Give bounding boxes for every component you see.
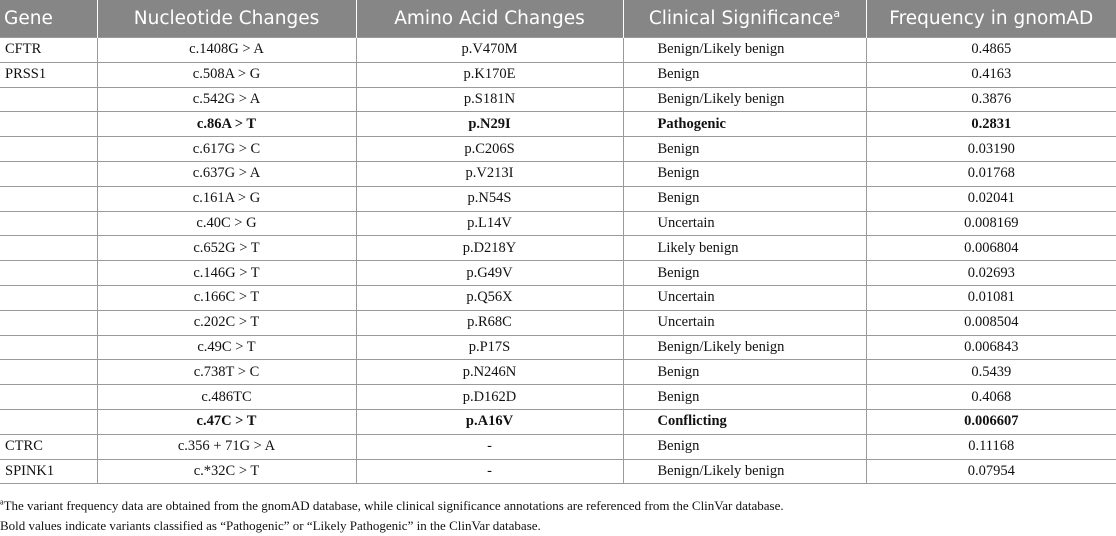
cell-gene [0, 236, 97, 261]
table-row [0, 335, 1116, 360]
cell-nucleotide: c.652G > T [97, 236, 356, 261]
table-row [0, 459, 1116, 484]
table-row [0, 211, 1116, 236]
cell-nucleotide: c.49C > T [97, 335, 356, 360]
cell-significance: Benign [623, 360, 866, 385]
table-row [0, 161, 1116, 186]
header-row [0, 0, 1116, 38]
cell-gene [0, 186, 97, 211]
table-row [0, 434, 1116, 459]
cell-frequency: 0.01768 [866, 161, 1116, 186]
cell-frequency: 0.006843 [866, 335, 1116, 360]
cell-amino-acid: - [356, 434, 623, 459]
cell-significance: Benign/Likely benign [623, 87, 866, 112]
header-nucleotide-changes: Nucleotide Changes [97, 0, 356, 38]
table-row [0, 87, 1116, 112]
cell-gene [0, 310, 97, 335]
cell-frequency: 0.006804 [866, 236, 1116, 261]
cell-amino-acid: p.N246N [356, 360, 623, 385]
table-row [0, 236, 1116, 261]
cell-gene [0, 335, 97, 360]
cell-gene: CFTR [0, 38, 97, 63]
cell-amino-acid: p.V470M [356, 38, 623, 63]
cell-amino-acid: p.L14V [356, 211, 623, 236]
cell-amino-acid: p.P17S [356, 335, 623, 360]
cell-significance: Benign [623, 62, 866, 87]
cell-nucleotide: c.47C > T [97, 409, 356, 434]
cell-nucleotide: c.1408G > A [97, 38, 356, 63]
table-row [0, 62, 1116, 87]
cell-frequency: 0.4865 [866, 38, 1116, 63]
cell-significance: Benign/Likely benign [623, 38, 866, 63]
cell-amino-acid: p.D162D [356, 385, 623, 410]
cell-gene [0, 285, 97, 310]
cell-amino-acid: p.N29I [356, 112, 623, 137]
cell-significance: Conflicting [623, 409, 866, 434]
cell-frequency: 0.008169 [866, 211, 1116, 236]
cell-nucleotide: c.166C > T [97, 285, 356, 310]
cell-gene: CTRC [0, 434, 97, 459]
cell-gene [0, 385, 97, 410]
cell-significance: Benign/Likely benign [623, 335, 866, 360]
cell-significance: Benign/Likely benign [623, 459, 866, 484]
table-footnotes [0, 496, 784, 536]
cell-nucleotide: c.542G > A [97, 87, 356, 112]
table-body [0, 38, 1116, 484]
cell-amino-acid: p.S181N [356, 87, 623, 112]
table-row [0, 261, 1116, 286]
cell-gene: SPINK1 [0, 459, 97, 484]
cell-nucleotide: c.508A > G [97, 62, 356, 87]
cell-significance: Benign [623, 261, 866, 286]
cell-significance: Likely benign [623, 236, 866, 261]
cell-gene [0, 211, 97, 236]
cell-frequency: 0.11168 [866, 434, 1116, 459]
cell-amino-acid: - [356, 459, 623, 484]
table-row [0, 409, 1116, 434]
cell-significance: Uncertain [623, 211, 866, 236]
cell-nucleotide: c.738T > C [97, 360, 356, 385]
cell-amino-acid: p.V213I [356, 161, 623, 186]
table-row [0, 360, 1116, 385]
cell-frequency: 0.02693 [866, 261, 1116, 286]
cell-significance: Pathogenic [623, 112, 866, 137]
cell-frequency: 0.03190 [866, 137, 1116, 162]
cell-nucleotide: c.161A > G [97, 186, 356, 211]
cell-significance: Uncertain [623, 310, 866, 335]
cell-nucleotide: c.*32C > T [97, 459, 356, 484]
cell-frequency: 0.3876 [866, 87, 1116, 112]
table-row [0, 38, 1116, 63]
cell-gene [0, 360, 97, 385]
cell-frequency: 0.006607 [866, 409, 1116, 434]
cell-gene [0, 261, 97, 286]
table-row [0, 112, 1116, 137]
cell-gene [0, 409, 97, 434]
cell-nucleotide: c.637G > A [97, 161, 356, 186]
cell-significance: Benign [623, 161, 866, 186]
cell-significance: Benign [623, 385, 866, 410]
header-clinical-significance: Clinical Significance$^a$ [623, 0, 866, 38]
footnote-a-text: The variant frequency data are obtained from the gnomAD database, while clinical significance annotations are referenced from the ClinVar database. [3, 498, 784, 513]
cell-amino-acid: p.Q56X [356, 285, 623, 310]
table-row [0, 285, 1116, 310]
cell-significance: Uncertain [623, 285, 866, 310]
cell-gene [0, 112, 97, 137]
cell-gene: PRSS1 [0, 62, 97, 87]
cell-frequency: 0.4068 [866, 385, 1116, 410]
cell-frequency: 0.5439 [866, 360, 1116, 385]
cell-frequency: 0.01081 [866, 285, 1116, 310]
cell-frequency: 0.02041 [866, 186, 1116, 211]
table-row [0, 137, 1116, 162]
cell-nucleotide: c.40C > G [97, 211, 356, 236]
cell-amino-acid: p.D218Y [356, 236, 623, 261]
cell-gene [0, 137, 97, 162]
cell-nucleotide: c.617G > C [97, 137, 356, 162]
cell-nucleotide: c.86A > T [97, 112, 356, 137]
footnote-marker-a: a [833, 6, 841, 20]
cell-nucleotide: c.202C > T [97, 310, 356, 335]
cell-frequency: 0.2831 [866, 112, 1116, 137]
cell-gene [0, 161, 97, 186]
cell-amino-acid: p.C206S [356, 137, 623, 162]
cell-amino-acid: p.N54S [356, 186, 623, 211]
cell-frequency: 0.07954 [866, 459, 1116, 484]
cell-amino-acid: p.G49V [356, 261, 623, 286]
cell-amino-acid: p.K170E [356, 62, 623, 87]
cell-nucleotide: c.356 + 71G > A [97, 434, 356, 459]
table-row [0, 385, 1116, 410]
footnote-a-marker: a [0, 497, 4, 507]
cell-significance: Benign [623, 137, 866, 162]
cell-nucleotide: c.146G > T [97, 261, 356, 286]
header-amino-acid-changes: Amino Acid Changes [356, 0, 623, 38]
cell-amino-acid: p.R68C [356, 310, 623, 335]
cell-significance: Benign [623, 186, 866, 211]
cell-significance: Benign [623, 434, 866, 459]
cell-frequency: 0.4163 [866, 62, 1116, 87]
cell-nucleotide: c.486TC [97, 385, 356, 410]
footnote-a [0, 496, 784, 516]
header-gene: Gene [0, 0, 97, 38]
header-frequency-gnomad: Frequency in gnomAD [866, 0, 1116, 38]
cell-frequency: 0.008504 [866, 310, 1116, 335]
cell-amino-acid: p.A16V [356, 409, 623, 434]
table-row [0, 310, 1116, 335]
table-row [0, 186, 1116, 211]
cell-gene [0, 87, 97, 112]
footnote-bold: Bold values indicate variants classified as “Pathogenic” or “Likely Pathogenic” in the ClinVar database. [0, 518, 541, 533]
